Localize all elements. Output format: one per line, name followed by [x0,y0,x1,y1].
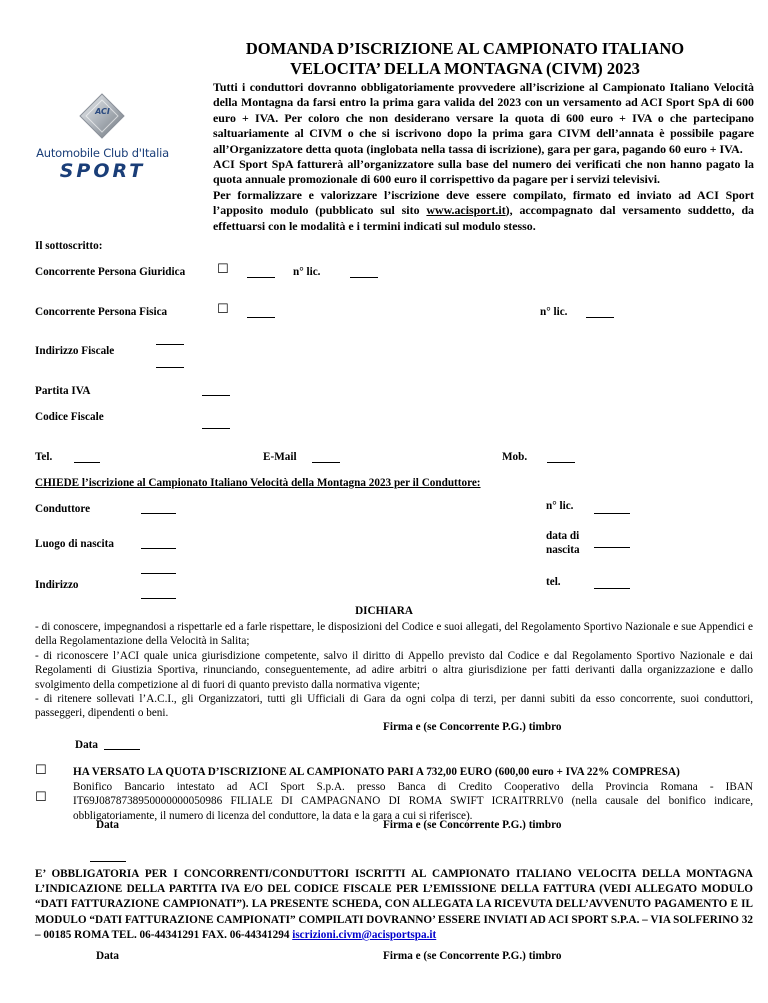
intro-paragraph-3 [213,188,754,234]
concorrente-fisica-checkbox[interactable]: ☐ [217,302,229,317]
luogo-nascita-label: Luogo di nascita [35,538,114,550]
mob-label: Mob. [502,451,528,463]
title-line-2: VELOCITA’ DELLA MONTAGNA (CIVM) 2023 [290,59,640,78]
payment-data-field[interactable] [90,860,126,862]
aci-badge-text: ACI [95,107,110,116]
codice-fiscale-field[interactable] [202,427,230,429]
fisica-nlic-field[interactable] [586,316,614,318]
concorrente-giuridica-field[interactable] [247,276,275,278]
fisica-nlic-label: n° lic. [540,306,568,318]
dichiara-item-1: - di conoscere, impegnandosi a rispettarle ed a farle rispettare, le disposizioni del Codice e suoi allegati, del Regolamento Sportivo Nazionale e sue Appendici e della Regolamentazione della Velocità in Salita; [35,621,753,648]
dichiara-data-label: Data [75,739,98,751]
tel-field[interactable] [74,461,100,463]
conduttore-label: Conduttore [35,503,91,515]
concorrente-fisica-label: Concorrente Persona Fisica [35,306,168,318]
conduttore-nlic-field[interactable] [594,512,630,514]
dichiara-data-field[interactable] [104,748,140,750]
acisport-website-link[interactable]: www.acisport.it [426,203,506,218]
partita-iva-field[interactable] [202,394,230,396]
indirizzo-fiscale-field-1[interactable] [156,343,184,345]
footer-notice [35,867,753,943]
concorrente-giuridica-checkbox[interactable]: ☐ [217,262,229,277]
club-name: Automobile Club d'Italia [36,146,169,160]
conduttore-field[interactable] [141,512,176,514]
payment-checkbox-2[interactable]: ☐ [35,790,47,805]
payment-heading: HA VERSATO LA QUOTA D’ISCRIZIONE AL CAMPIONATO PARI A 732,00 EURO (600,00 euro + IVA 22% COMPRESA) [73,766,680,778]
indirizzo-field-1[interactable] [141,572,176,574]
indirizzo-field-2[interactable] [141,597,176,599]
email-label: E-Mail [263,451,297,463]
indirizzo-label: Indirizzo [35,579,79,591]
mob-field[interactable] [547,461,575,463]
dichiara-item-2: - di riconoscere l’ACI quale unica giurisdizione competente, salvo il diritto di Appello previsto dal Codice e dal Regolamento Sportivo Nazionale e dai Regolamenti di Giustizia Sportiva, rinunciando, conseguentemente, ad adire arbitri o altra giurisdizione per fatti derivanti dalla organizzazione e dallo svolgimento della competizione al di fuori di quanto previsto dalla normativa vigente; [35,649,753,691]
indirizzo-fiscale-label: Indirizzo Fiscale [35,345,115,357]
chiede-heading: CHIEDE l’iscrizione al Campionato Italiano Velocità della Montagna 2023 per il Conduttore: [35,477,481,489]
dichiara-list [35,620,753,721]
bonifico-text: Bonifico Bancario intestato ad ACI Sport S.p.A. presso Banca di Credito Cooperativo della Provincia Romana - IBAN IT69J0878738950000000050986 FILIALE DI CAMPAGNANO DI ROMA SWIFT ICRAITRRLV0 (nella causale del bonifico indicare, obbligatoriamente, il numero di licenza del conduttore, la data e la gara a cui si riferisce). [73,781,753,822]
title-line-1: DOMANDA D’ISCRIZIONE AL CAMPIONATO ITALIANO [245,39,685,58]
footer-firma-label: Firma e (se Concorrente P.G.) timbro [383,950,562,962]
partita-iva-label: Partita IVA [35,385,91,397]
intro-paragraph-1: Tutti i conduttori dovranno obbligatoriamente provvedere all’iscrizione al Campionato Italiano Velocità della Montagna da farsi entro la prima gara valida del 2023 con un versamento ad ACI Sport SpA di 600 euro + IVA. Per coloro che non desiderano versare la quota di 600 euro + IVA o che partecipano saltuariamente al CIVM o che si iscrivono dopo la prima gara CIVM dell’annata è possibile pagare all’Organizzatore detta quota (inglobata nella tassa di iscrizione), gara per gara, pagando 60 euro + IVA. [213,80,754,156]
document-title [180,39,750,79]
payment-firma-label: Firma e (se Concorrente P.G.) timbro [383,819,562,831]
aci-sport-logo [30,92,175,187]
email-link[interactable]: iscrizioni.civm@acisportspa.it [292,928,437,941]
tel-label: Tel. [35,451,53,463]
intro-text [213,80,754,234]
dichiara-item-3: - di ritenere sollevati l’A.C.I., gli Organizzatori, tutti gli Ufficiali di Gara da ogni colpa di terzi, per danni subiti da esso concorrente, suoi conduttori, passeggeri, dipendenti o beni. [35,693,753,720]
giuridica-nlic-label: n° lic. [293,266,321,278]
footer-notice-text: E’ OBBLIGATORIA PER I CONCORRENTI/CONDUTTORI ISCRITTI AL CAMPIONATO ITALIANO VELOCITA DELLA MONTAGNA L’INDICAZIONE DELLA PARTITA IVA E/O DEL CODICE FISCALE PER L’EMISSIONE DELLA FATTURA (VEDI ALLEGATO MODULO “DATI FATTURAZIONE CAMPIONATI”). LA PRESENTE SCHEDA, CON ALLEGATA LA RICEVUTA DELL’AVVENUTO PAGAMENTO E IL MODULO “DATI FATTURAZIONE CAMPIONATI” COMPILATI DOVRANNO’ ESSERE INVIATI AD ACI SPORT S.P.A. – VIA SOLFERINO 32 – 00185 ROMA TEL. 06-44341291 FAX. 06-44341294 [35,868,753,941]
concorrente-giuridica-label: Concorrente Persona Giuridica [35,266,186,278]
email-field[interactable] [312,461,340,463]
codice-fiscale-label: Codice Fiscale [35,411,104,423]
dichiara-heading: DICHIARA [355,605,413,617]
footer-data-label: Data [96,950,119,962]
payment-checkbox-1[interactable]: ☐ [35,763,47,778]
data-nascita-line-1: data di [546,530,580,542]
data-nascita-line-2: nascita [546,544,580,556]
data-nascita-label [546,529,580,557]
dichiara-firma-label: Firma e (se Concorrente P.G.) timbro [383,721,562,733]
conduttore-tel-field[interactable] [594,587,630,589]
giuridica-nlic-field[interactable] [350,276,378,278]
luogo-nascita-field[interactable] [141,547,176,549]
conduttore-tel-label: tel. [546,576,561,588]
intro-p3-after: ), accompagnato dal versamento suddetto, da effettuarsi con le modalità e i termini indicati sul modulo stesso. [213,203,754,233]
conduttore-nlic-label: n° lic. [546,500,574,512]
indirizzo-fiscale-field-2[interactable] [156,366,184,368]
data-nascita-field[interactable] [594,546,630,548]
intro-p3-before: Per formalizzare e valorizzare l’iscrizione deve essere compilato, firmato ed inviato ad ACI Sport l’apposito modulo (pubblicato sul sito [213,187,754,218]
concorrente-fisica-field[interactable] [247,316,275,318]
intro-paragraph-2: ACI Sport SpA fatturerà all’organizzatore sulla base del numero dei verificati che non hanno pagato la quota annuale promozionale di 600 euro il corrispettivo da pagare per i servizi televisivi. [213,157,754,187]
sport-wordmark: SPORT [59,160,146,182]
payment-data-label: Data [96,819,119,831]
sottoscritto-label: Il sottoscritto: [35,240,103,252]
